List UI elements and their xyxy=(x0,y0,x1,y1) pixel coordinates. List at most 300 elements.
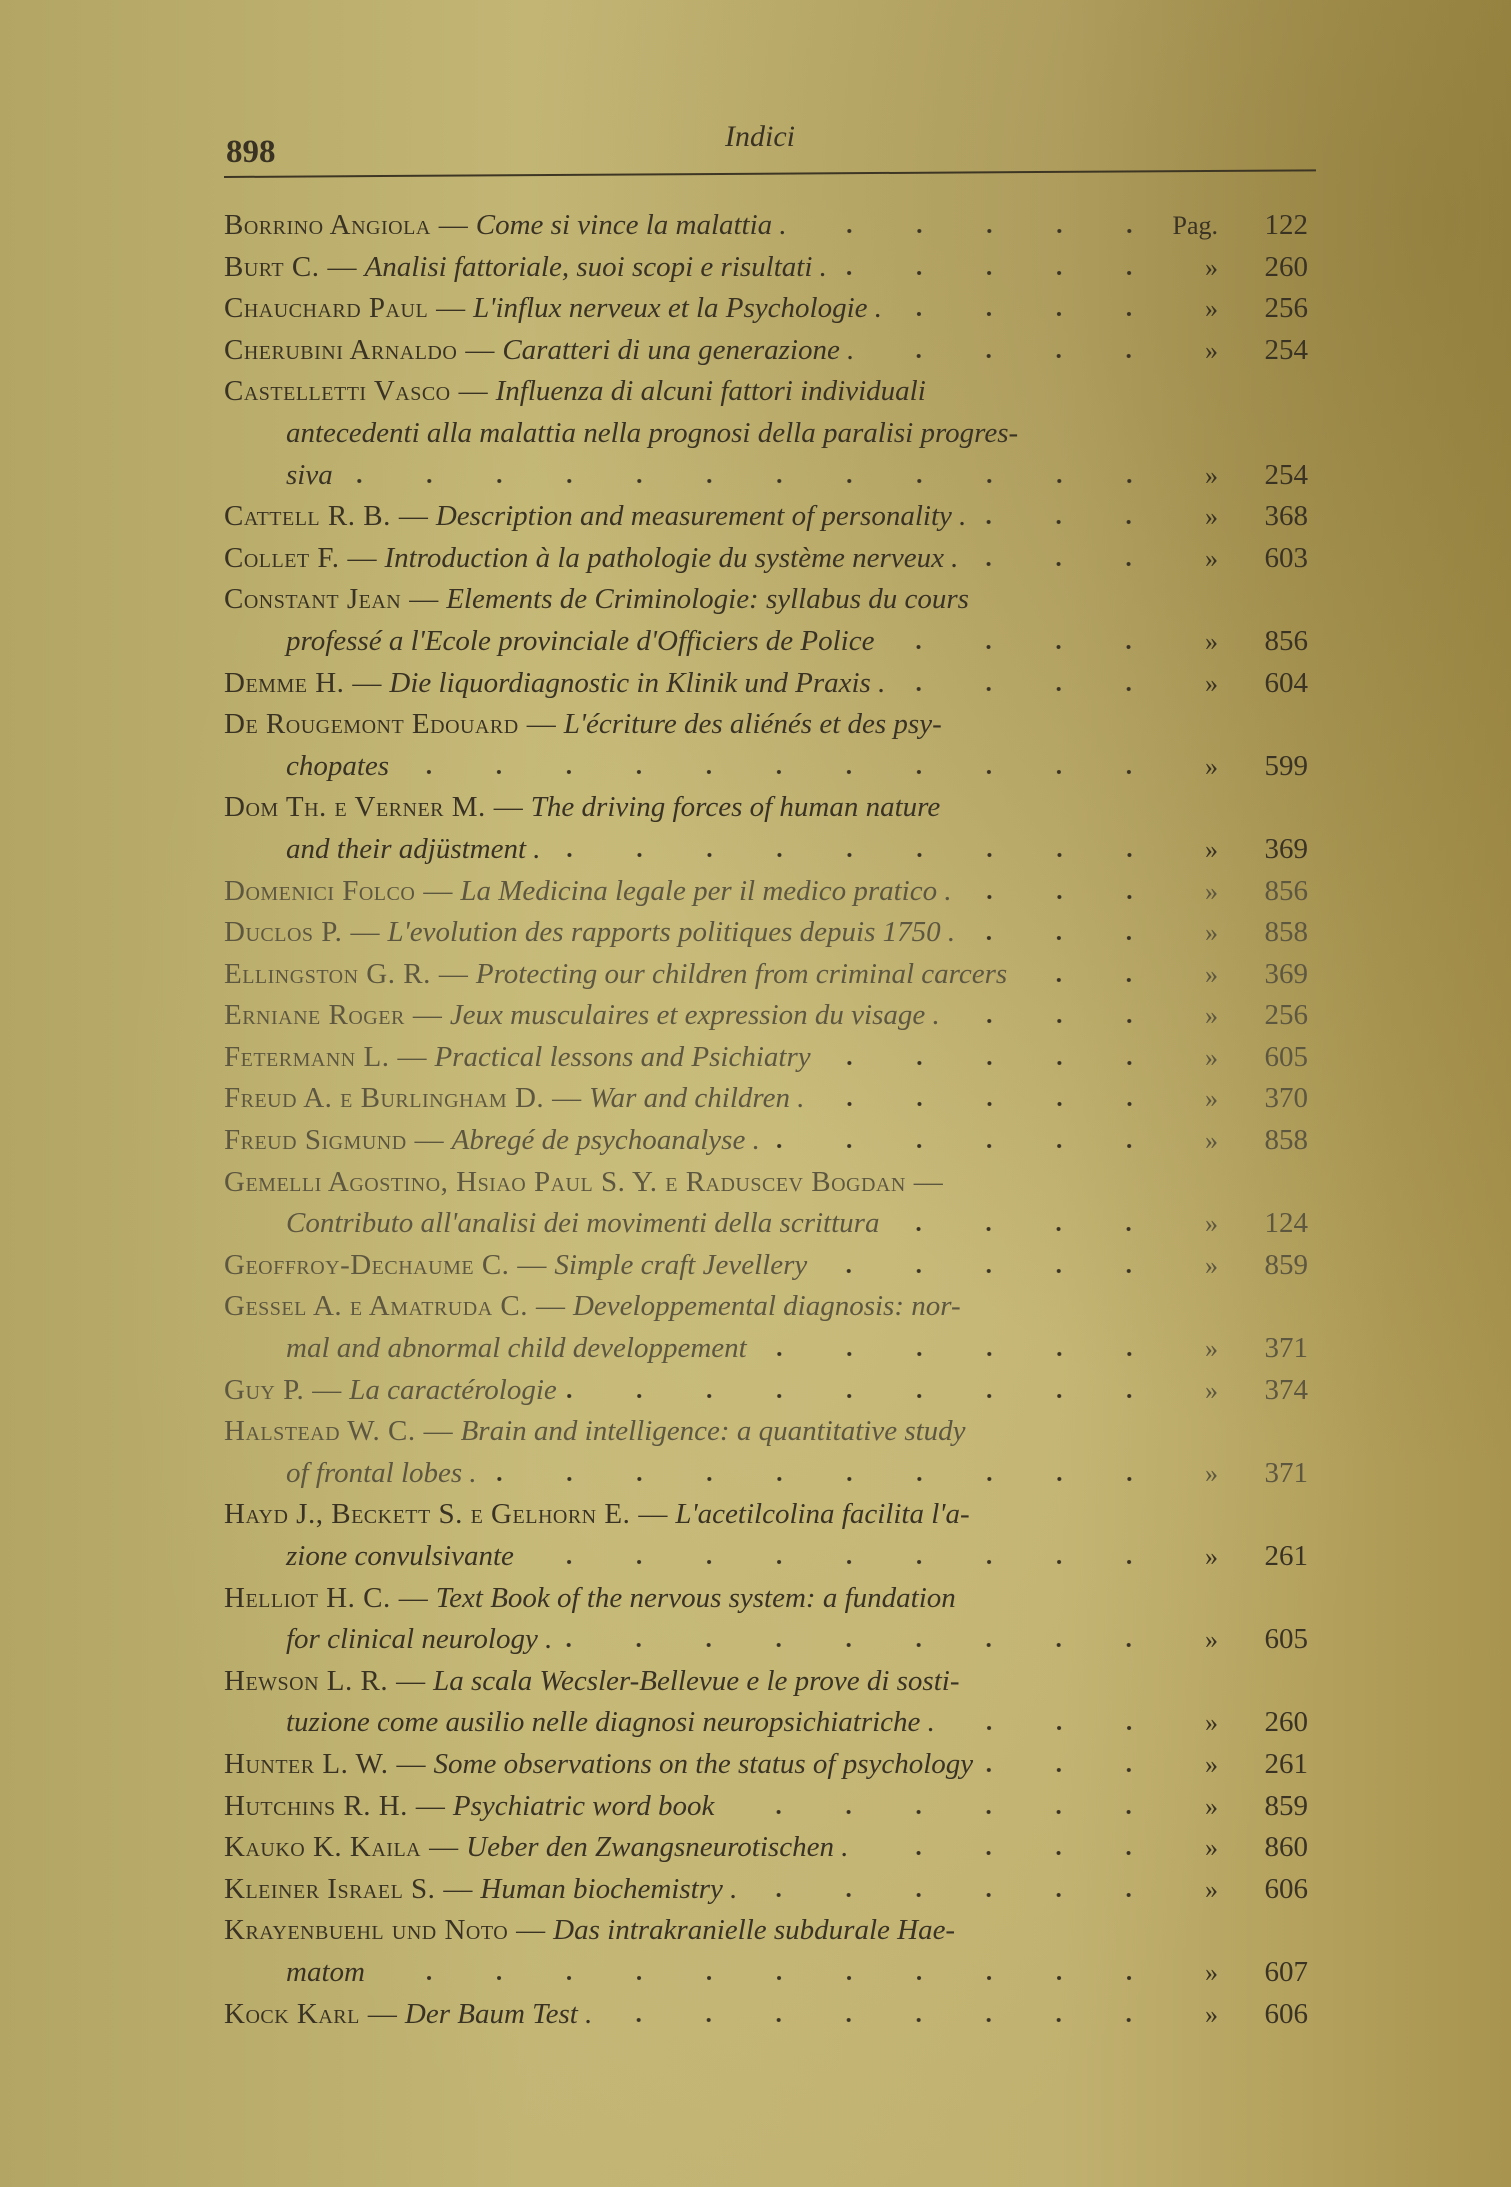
index-entry xyxy=(224,704,1324,787)
page-number: 254 xyxy=(1264,333,1308,366)
page-prefix: » xyxy=(1205,543,1218,573)
dot-leader xyxy=(962,894,1164,900)
dot-leader xyxy=(968,561,1164,567)
dot-leader xyxy=(858,1850,1164,1856)
entry-title: Simple craft Jevellery xyxy=(554,1248,808,1281)
entry-author: Helliot H. C. xyxy=(224,1581,391,1614)
dot-leader xyxy=(976,519,1164,525)
entry-text xyxy=(224,746,1164,788)
entry-author: Hutchins R. H. xyxy=(224,1789,408,1822)
entry-line xyxy=(224,912,1324,954)
entry-title: War and children . xyxy=(589,1082,805,1115)
index-entry xyxy=(224,1744,1324,1786)
page-number: 858 xyxy=(1264,1124,1308,1157)
entry-dash: — xyxy=(526,708,556,741)
entry-text xyxy=(224,1619,1164,1661)
dot-leader xyxy=(965,935,1164,941)
page-prefix: » xyxy=(1205,1957,1218,1987)
entry-line xyxy=(224,288,1324,330)
entry-title: Psychiatric word book xyxy=(452,1789,715,1822)
index-entry xyxy=(224,538,1324,580)
entry-title: Influenza di alcuni fattori individuali xyxy=(495,375,926,408)
entry-author: Geoffroy-Dechaume C. xyxy=(224,1248,510,1281)
entry-text xyxy=(224,1578,1164,1620)
entry-title: Contributo all'analisi dei movimenti della scrittura xyxy=(286,1207,880,1240)
entry-dash: — xyxy=(493,791,523,824)
entry-line xyxy=(224,1827,1324,1869)
page-number: 261 xyxy=(1264,1747,1308,1780)
entry-title: Caratteri di una generazione . xyxy=(502,333,855,366)
page-prefix: » xyxy=(1205,1791,1218,1821)
entry-line xyxy=(224,496,1324,538)
dot-leader xyxy=(747,1892,1164,1898)
entry-line xyxy=(224,1952,1324,1994)
entry-text xyxy=(224,704,1164,746)
entry-line xyxy=(224,871,1324,913)
entry-author: Collet F. xyxy=(224,541,340,574)
page-prefix: » xyxy=(1205,1874,1218,1904)
entry-author: Burt C. xyxy=(224,250,320,283)
page-number: 859 xyxy=(1264,1248,1308,1281)
page-prefix: Pag. xyxy=(1172,211,1218,240)
entry-author: Erniane Roger xyxy=(224,999,405,1032)
entry-text xyxy=(224,1786,1164,1828)
entry-title: Die liquordiagnostic in Klinik und Praxis . xyxy=(389,666,886,699)
entry-author: Fetermann L. xyxy=(224,1040,390,1073)
index-entry xyxy=(224,288,1324,330)
page-prefix: » xyxy=(1205,1625,1218,1655)
index-entry xyxy=(224,1910,1324,1993)
entry-title: Analisi fattoriale, suoi scopi e risultati . xyxy=(364,250,827,283)
dot-leader xyxy=(892,311,1164,317)
entry-dash: — xyxy=(397,1040,427,1073)
entry-title: Description and measurement of personality . xyxy=(435,500,967,533)
entry-dash: — xyxy=(350,916,380,949)
entry-text xyxy=(224,1744,1164,1786)
index-entry xyxy=(224,371,1324,496)
page-number: 260 xyxy=(1264,1706,1308,1739)
entry-line xyxy=(224,1702,1324,1744)
entry-dash: — xyxy=(436,292,466,325)
page-prefix: » xyxy=(1205,502,1218,532)
dot-leader xyxy=(487,1476,1164,1482)
page-number: 124 xyxy=(1264,1207,1308,1240)
index-entry xyxy=(224,1411,1324,1494)
page-prefix: » xyxy=(1205,1999,1218,2029)
dot-leader xyxy=(864,353,1164,359)
index-entry xyxy=(224,205,1324,247)
entry-text xyxy=(224,912,1164,954)
index-entry xyxy=(224,1286,1324,1369)
dot-leader xyxy=(797,228,1164,234)
entry-text xyxy=(224,1910,1164,1952)
index-entry xyxy=(224,1869,1324,1911)
page-prefix: » xyxy=(1205,751,1218,781)
entry-line xyxy=(224,1536,1324,1578)
entry-line xyxy=(224,746,1324,788)
entry-dash: — xyxy=(412,999,442,1032)
entry-dash: — xyxy=(423,1415,453,1448)
entry-title: mal and abnormal child developpement xyxy=(286,1332,747,1365)
entry-text xyxy=(224,1078,1164,1120)
entry-line xyxy=(224,1661,1324,1703)
dot-leader xyxy=(602,2017,1164,2023)
entry-text xyxy=(224,1328,1164,1370)
entry-line xyxy=(224,538,1324,580)
entry-line xyxy=(224,455,1324,497)
page-prefix: » xyxy=(1205,1458,1218,1488)
entry-line xyxy=(224,787,1324,829)
entry-text xyxy=(224,579,1164,621)
entry-text xyxy=(224,621,1164,663)
entry-dash: — xyxy=(517,1248,547,1281)
page-prefix: » xyxy=(1205,1708,1218,1738)
entry-dash: — xyxy=(913,1165,943,1198)
dot-leader xyxy=(567,1393,1164,1399)
page-prefix: » xyxy=(1205,460,1218,490)
entry-text xyxy=(224,1286,1164,1328)
entry-title: L'acetilcolina facilita l'a- xyxy=(675,1498,970,1531)
entry-title: Human biochemistry . xyxy=(480,1872,738,1905)
index-entry xyxy=(224,1162,1324,1245)
page-number: 260 xyxy=(1264,250,1308,283)
entry-text xyxy=(224,1120,1164,1162)
index-entry xyxy=(224,1120,1324,1162)
entry-text xyxy=(224,1245,1164,1287)
entry-title: Das intrakranielle subdurale Hae- xyxy=(553,1914,956,1947)
index-entry xyxy=(224,871,1324,913)
entry-text xyxy=(224,829,1164,871)
entry-line xyxy=(224,1453,1324,1495)
entry-line xyxy=(224,371,1324,413)
entry-text xyxy=(224,1869,1164,1911)
page-number: 256 xyxy=(1264,999,1308,1032)
page-prefix: » xyxy=(1205,1001,1218,1031)
entry-text xyxy=(224,1203,1164,1245)
page-prefix: » xyxy=(1205,1375,1218,1405)
entry-text xyxy=(224,1037,1164,1079)
entry-text xyxy=(224,205,1164,247)
page-number: 856 xyxy=(1264,874,1308,907)
page-number: 369 xyxy=(1264,832,1308,865)
running-title: Indici xyxy=(725,120,795,153)
entry-author: Guy P. xyxy=(224,1373,305,1406)
page-prefix: » xyxy=(1205,294,1218,324)
entry-line xyxy=(224,1869,1324,1911)
entry-line xyxy=(224,1411,1324,1453)
page-number: 368 xyxy=(1264,500,1308,533)
entry-title: The driving forces of human nature xyxy=(530,791,941,824)
page-number: 606 xyxy=(1264,1872,1308,1905)
entry-text xyxy=(224,995,1164,1037)
entry-author: Gemelli Agostino, Hsiao Paul S. Y. e Raduscev Bogdan xyxy=(224,1165,906,1198)
entry-author: Kleiner Israel S. xyxy=(224,1872,436,1905)
dot-leader xyxy=(837,270,1164,276)
index-entry xyxy=(224,1494,1324,1577)
page-prefix: » xyxy=(1205,1334,1218,1364)
entry-text xyxy=(224,787,1164,829)
index-entry xyxy=(224,579,1324,662)
entry-title: tuzione come ausilio nelle diagnosi neuropsichiatriche . xyxy=(286,1706,935,1739)
entry-dash: — xyxy=(367,1997,397,2030)
entry-line xyxy=(224,1162,1324,1204)
dot-leader xyxy=(950,1018,1164,1024)
entry-title: Elements de Criminologie: syllabus du cours xyxy=(446,583,969,616)
page-number: 606 xyxy=(1264,1997,1308,2030)
dot-leader xyxy=(945,1725,1164,1731)
index-entry xyxy=(224,1661,1324,1744)
entry-text xyxy=(224,1162,1164,1204)
entry-line xyxy=(224,1786,1324,1828)
index-entry xyxy=(224,247,1324,289)
entry-text xyxy=(224,1411,1164,1453)
page-prefix: » xyxy=(1205,834,1218,864)
entry-title: Brain and intelligence: a quantitative study xyxy=(460,1415,966,1448)
entry-title: L'écriture des aliénés et des psy- xyxy=(563,708,942,741)
dot-leader xyxy=(889,1226,1164,1232)
entry-title: L'evolution des rapports politiques depuis 1750 . xyxy=(387,916,956,949)
entry-text xyxy=(224,1702,1164,1744)
index-entry xyxy=(224,496,1324,538)
entry-author: Gessel A. e Amatruda C. xyxy=(224,1290,528,1323)
entry-line xyxy=(224,1619,1324,1661)
entry-author: Demme H. xyxy=(224,666,345,699)
page-prefix: » xyxy=(1205,1209,1218,1239)
entry-text xyxy=(224,1994,1164,2036)
entry-author: Constant Jean xyxy=(224,583,402,616)
entry-line xyxy=(224,247,1324,289)
entry-author: Castelletti Vasco xyxy=(224,375,451,408)
entry-text xyxy=(224,871,1164,913)
entry-author: Hewson L. R. xyxy=(224,1664,389,1697)
entry-title: La Medicina legale per il medico pratico . xyxy=(460,874,952,907)
dot-leader xyxy=(524,1559,1164,1565)
entry-author: Chauchard Paul xyxy=(224,292,429,325)
entry-author: Halstead W. C. xyxy=(224,1415,416,1448)
page-number: 374 xyxy=(1264,1373,1308,1406)
entry-dash: — xyxy=(458,375,488,408)
entry-text xyxy=(224,1536,1164,1578)
index-entry xyxy=(224,787,1324,870)
entry-line xyxy=(224,1328,1324,1370)
entry-author: Cherubini Arnaldo xyxy=(224,333,458,366)
page-number: 369 xyxy=(1264,957,1308,990)
page-number: 371 xyxy=(1264,1456,1308,1489)
page-prefix: » xyxy=(1205,1542,1218,1571)
entry-line xyxy=(224,995,1324,1037)
page-number: 370 xyxy=(1264,1082,1308,1115)
entry-title: Der Baum Test . xyxy=(404,1997,593,2030)
index-entry xyxy=(224,1037,1324,1079)
index-entry xyxy=(224,663,1324,705)
entry-dash: — xyxy=(638,1498,668,1531)
entry-title: Practical lessons and Psichiatry xyxy=(434,1040,811,1073)
page-number: 604 xyxy=(1264,666,1308,699)
entry-author: Domenici Folco xyxy=(224,874,416,907)
index-entry xyxy=(224,954,1324,996)
entry-dash: — xyxy=(535,1290,565,1323)
entry-text xyxy=(224,1370,1164,1412)
entry-author: Cattell R. B. xyxy=(224,500,391,533)
dot-leader xyxy=(375,1975,1164,1981)
entry-dash: — xyxy=(552,1082,582,1115)
entry-line xyxy=(224,1203,1324,1245)
entry-title: Ueber den Zwangsneurotischen . xyxy=(466,1831,849,1864)
index-entry xyxy=(224,1994,1324,2036)
entry-line xyxy=(224,1078,1324,1120)
entry-author: Borrino Angiola xyxy=(224,209,431,241)
entry-title: zione convulsivante xyxy=(286,1540,514,1572)
index-entry xyxy=(224,1078,1324,1120)
entry-title: Come si vince la malattia . xyxy=(475,209,787,241)
page-number: 256 xyxy=(1264,292,1308,325)
entry-text xyxy=(224,330,1164,372)
page-number: 599 xyxy=(1264,749,1308,782)
entry-author: Freud A. e Burlingham D. xyxy=(224,1082,545,1115)
index-entry xyxy=(224,1578,1324,1661)
entry-line xyxy=(224,330,1324,372)
entry-title: Protecting our children from criminal carcers xyxy=(475,957,1008,990)
dot-leader xyxy=(821,1060,1164,1066)
entry-text xyxy=(224,371,1164,413)
page-prefix: » xyxy=(1205,876,1218,906)
entry-title: antecedenti alla malattia nella prognosi della paralisi progres- xyxy=(286,416,1019,449)
page-prefix: » xyxy=(1205,1084,1218,1114)
entry-author: Kock Karl xyxy=(224,1997,360,2030)
entry-line xyxy=(224,829,1324,871)
entry-author: Dom Th. e Verner M. xyxy=(224,791,486,824)
entry-line xyxy=(224,205,1324,247)
entry-author: Hayd J., Beckett S. e Gelhorn E. xyxy=(224,1498,631,1531)
entry-dash: — xyxy=(443,1872,473,1905)
entry-dash: — xyxy=(398,500,428,533)
entry-dash: — xyxy=(396,1747,426,1780)
page-number: 122 xyxy=(1264,209,1308,241)
entry-dash: — xyxy=(429,1831,459,1864)
page-prefix: » xyxy=(1205,1126,1218,1156)
entry-title: Text Book of the nervous system: a fundation xyxy=(435,1581,956,1614)
index-entry xyxy=(224,995,1324,1037)
index-entry xyxy=(224,1370,1324,1412)
entry-title: professé a l'Ecole provinciale d'Officiers de Police xyxy=(286,624,875,657)
page-prefix: » xyxy=(1205,626,1218,656)
entry-title: Introduction à la pathologie du système nerveux . xyxy=(384,541,959,574)
entry-dash: — xyxy=(465,333,495,366)
entry-dash: — xyxy=(352,666,382,699)
entry-title: Some observations on the status of psychology xyxy=(433,1747,974,1780)
entry-text xyxy=(224,455,1164,497)
page-number: 605 xyxy=(1264,1623,1308,1656)
dot-leader xyxy=(551,852,1164,858)
dot-leader xyxy=(724,1809,1164,1815)
page-number: 603 xyxy=(1264,541,1308,574)
entry-author: Duclos P. xyxy=(224,916,343,949)
entry-line xyxy=(224,954,1324,996)
entry-dash: — xyxy=(398,1581,428,1614)
entry-dash: — xyxy=(347,541,377,574)
entry-text xyxy=(224,1827,1164,1869)
entry-line xyxy=(224,1994,1324,2036)
entry-dash: — xyxy=(423,874,453,907)
entry-line xyxy=(224,704,1324,746)
entry-title: of frontal lobes . xyxy=(286,1456,477,1489)
entry-dash: — xyxy=(516,1914,546,1947)
page-prefix: » xyxy=(1205,1042,1218,1072)
entry-line xyxy=(224,663,1324,705)
entry-dash: — xyxy=(438,957,468,990)
entry-text xyxy=(224,496,1164,538)
entry-line xyxy=(224,413,1324,455)
dot-leader xyxy=(817,1268,1164,1274)
entry-author: De Rougemont Edouard xyxy=(224,708,519,741)
entry-title: matom xyxy=(286,1955,365,1988)
dot-leader xyxy=(562,1642,1164,1648)
page-number: 858 xyxy=(1264,916,1308,949)
entry-title: chopates xyxy=(286,749,390,782)
page-prefix: » xyxy=(1205,1833,1218,1863)
page-number: 859 xyxy=(1264,1789,1308,1822)
entry-author: Krayenbuehl und Noto xyxy=(224,1914,509,1947)
entry-author: Hunter L. W. xyxy=(224,1747,389,1780)
index-entry xyxy=(224,912,1324,954)
entry-line xyxy=(224,1037,1324,1079)
entry-title: La caractérologie xyxy=(349,1373,557,1406)
entry-text xyxy=(224,1494,1164,1536)
page-number: 607 xyxy=(1264,1955,1308,1988)
entry-line xyxy=(224,1286,1324,1328)
page-prefix: » xyxy=(1205,335,1218,365)
dot-leader xyxy=(770,1143,1164,1149)
dot-leader xyxy=(884,644,1164,650)
entry-dash: — xyxy=(415,1789,445,1822)
page-prefix: » xyxy=(1205,252,1218,282)
entry-text xyxy=(224,663,1164,705)
page-number: 856 xyxy=(1264,624,1308,657)
entry-dash: — xyxy=(438,209,468,241)
page-number: 371 xyxy=(1264,1332,1308,1365)
entry-line xyxy=(224,1578,1324,1620)
page-prefix: » xyxy=(1205,1250,1218,1280)
entry-title: Abregé de psychoanalyse . xyxy=(451,1124,760,1157)
entry-text xyxy=(224,247,1164,289)
dot-leader xyxy=(757,1351,1164,1357)
entry-line xyxy=(224,1245,1324,1287)
page-number: 261 xyxy=(1264,1540,1308,1572)
dot-leader xyxy=(1017,977,1164,983)
entry-author: Freud Sigmund xyxy=(224,1124,407,1157)
index-entry xyxy=(224,330,1324,372)
entry-author: Kauko K. Kaila xyxy=(224,1831,422,1864)
entry-text xyxy=(224,288,1164,330)
entry-text xyxy=(224,538,1164,580)
entry-dash: — xyxy=(414,1124,444,1157)
entry-line xyxy=(224,1910,1324,1952)
entry-title: La scala Wecsler-Bellevue e le prove di sosti- xyxy=(433,1664,960,1697)
dot-leader xyxy=(815,1101,1165,1107)
page-prefix: » xyxy=(1205,959,1218,989)
entry-dash: — xyxy=(312,1373,342,1406)
page-folio: 898 xyxy=(226,134,276,170)
entry-line xyxy=(224,1120,1324,1162)
entry-text xyxy=(224,413,1164,455)
page-prefix: » xyxy=(1205,668,1218,698)
entry-title: for clinical neurology . xyxy=(286,1623,553,1656)
entry-author: Ellingston G. R. xyxy=(224,957,431,990)
page-number: 860 xyxy=(1264,1831,1308,1864)
entry-line xyxy=(224,1370,1324,1412)
page-number: 605 xyxy=(1264,1040,1308,1073)
entry-line xyxy=(224,1744,1324,1786)
